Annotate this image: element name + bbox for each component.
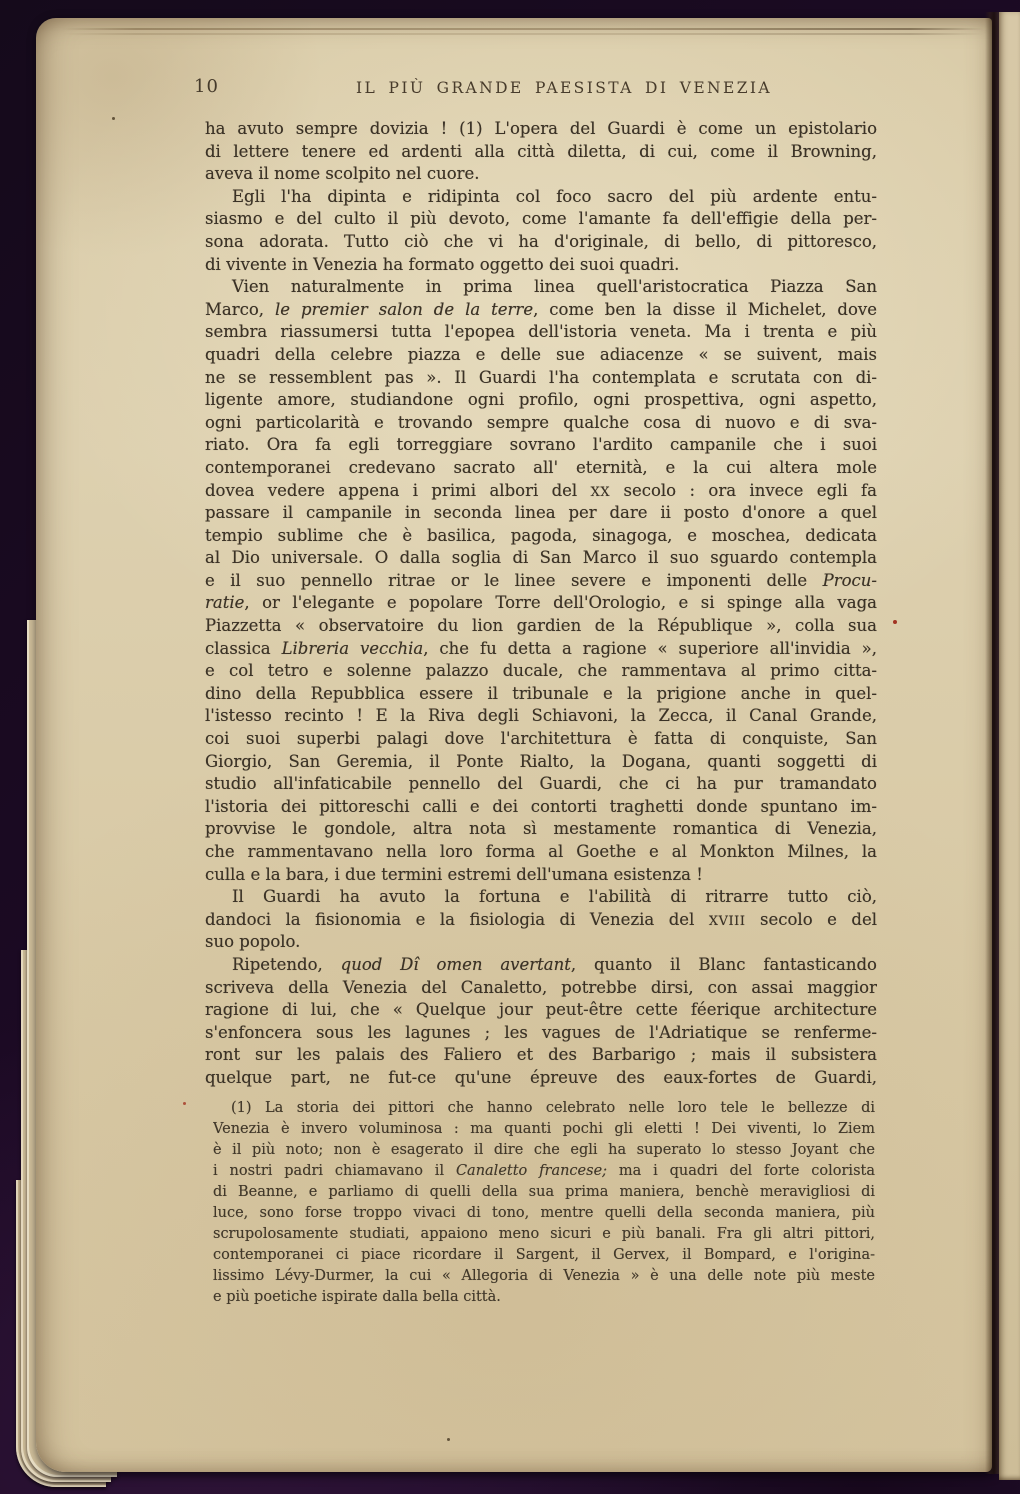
top-crease-line bbox=[62, 33, 984, 35]
text-line: studio all'infaticabile pennello del Guardi, che ci ha pur tramandato bbox=[205, 774, 877, 794]
ink-speck bbox=[112, 117, 115, 120]
text-line: ha avuto sempre dovizia ! (1) L'opera del Guardi è come un epistolario bbox=[205, 119, 877, 138]
text-line: ne se ressemblent pas ». Il Guardi l'ha contemplata e scrutata con di- bbox=[205, 367, 877, 387]
text-line: Piazzetta « observatoire du lion gardien de la République », colla sua bbox=[205, 616, 877, 636]
text-line: Egli l'ha dipinta e ridipinta col foco sacro del più ardente entu- bbox=[232, 186, 877, 206]
body-text bbox=[205, 118, 877, 1090]
text-line: e più poetiche ispirate dalla bella città. bbox=[213, 1289, 501, 1305]
text-line: ogni particolarità e trovando sempre qualche cosa di nuovo e di sva- bbox=[205, 412, 877, 432]
page-number: 10 bbox=[194, 76, 219, 97]
text-line: e col tetro e solenne palazzo ducale, che rammentava al primo citta- bbox=[205, 661, 877, 681]
text-line: contemporanei ci piace ricordare il Sargent, il Gervex, il Bompard, e l'origina- bbox=[213, 1247, 875, 1263]
text-line: suo popolo. bbox=[205, 932, 301, 952]
text-line: Marco, le premier salon de la terre, come ben la disse il Michelet, dove bbox=[205, 299, 877, 319]
text-line: che rammentavano nella loro forma al Goethe e al Monkton Milnes, la bbox=[205, 842, 877, 861]
text-line: provvise le gondole, altra nota sì mestamente romantica di Venezia, bbox=[205, 819, 877, 839]
text-line: contemporanei credevano sacrato all' eternità, e la cui altera mole bbox=[205, 457, 877, 477]
text-line: siasmo e del culto il più devoto, come l'amante fa dell'effigie della per- bbox=[205, 209, 877, 229]
next-page-edge bbox=[999, 12, 1020, 1480]
red-speck bbox=[183, 1102, 186, 1105]
text-line: s'enfoncera sous les lagunes ; les vagues de l'Adriatique se renferme- bbox=[205, 1022, 877, 1042]
text-line: sona adorata. Tutto ciò che vi ha d'originale, di bello, di pittoresco, bbox=[205, 231, 877, 251]
text-line: passare il campanile in seconda linea per dare ii posto d'onore a quel bbox=[205, 503, 877, 523]
text-line: tempio sublime che è basilica, pagoda, sinagoga, e moschea, dedicata bbox=[205, 525, 877, 545]
text-line: di Beanne, e parliamo di quelli della sua prima maniera, benchè meravigliosi di bbox=[213, 1184, 875, 1200]
text-line: lissimo Lévy-Durmer, la cui « Allegoria di Venezia » è una delle note più meste bbox=[213, 1268, 875, 1284]
text-line: Giorgio, San Geremia, il Ponte Rialto, la Dogana, quanti soggetti di bbox=[205, 751, 877, 771]
book-page bbox=[36, 18, 992, 1472]
text-line: Ripetendo, quod Dî omen avertant, quanto il Blanc fantasticando bbox=[232, 954, 877, 974]
text-line: al Dio universale. O dalla soglia di San Marco il suo sguardo contempla bbox=[205, 548, 877, 568]
text-line: l'istesso recinto ! E la Riva degli Schiavoni, la Zecca, il Canal Grande, bbox=[205, 706, 877, 726]
text-line: l'istoria dei pittoreschi calli e dei contorti traghetti donde spuntano im- bbox=[205, 796, 877, 816]
ink-speck bbox=[447, 1438, 450, 1441]
top-crease-line bbox=[62, 28, 984, 30]
text-line: scriveva della Venezia del Canaletto, potrebbe dirsi, con assai maggior bbox=[205, 977, 877, 997]
text-line: riato. Ora fa egli torreggiare sovrano l'ardito campanile che i suoi bbox=[205, 435, 877, 455]
text-line: aveva il nome scolpito nel cuore. bbox=[205, 164, 480, 184]
text-line: ratie, or l'elegante e popolare Torre dell'Orologio, e si spinge alla vaga bbox=[205, 593, 877, 613]
text-line: classica Libreria vecchia, che fu detta a ragione « superiore all'invidia », bbox=[205, 638, 877, 658]
text-line: dandoci la fisionomia e la fisiologia di Venezia del XVIII secolo e del bbox=[205, 909, 877, 929]
text-line: i nostri padri chiamavano il Canaletto francese; ma i quadri del forte colorista bbox=[213, 1163, 875, 1179]
text-line: dino della Repubblica essere il tribunale e la prigione anche in quel- bbox=[205, 683, 877, 703]
text-line: (1) La storia dei pittori che hanno celebrato nelle loro tele le bellezze di bbox=[231, 1100, 875, 1116]
text-line: Il Guardi ha avuto la fortuna e l'abilità di ritrarre tutto ciò, bbox=[232, 887, 877, 907]
footnote bbox=[213, 1098, 875, 1308]
page-edge-groove bbox=[985, 12, 999, 1474]
text-line: culla e la bara, i due termini estremi dell'umana esistenza ! bbox=[205, 864, 703, 884]
text-line: coi suoi superbi palagi dove l'architettura è fatta di conquiste, San bbox=[205, 729, 877, 749]
text-line: è il più noto; non è esagerato il dire che egli ha superato lo stesso Joyant che bbox=[213, 1142, 875, 1158]
text-line: quadri della celebre piazza e delle sue adiacenze « se suivent, mais bbox=[205, 344, 877, 364]
red-speck bbox=[893, 620, 897, 624]
text-line: dovea vedere appena i primi albori del XX secolo : ora invece egli fa bbox=[205, 480, 877, 500]
text-line: ligente amore, studiandone ogni profilo, ogni prospettiva, ogni aspetto, bbox=[205, 390, 877, 410]
text-line: quelque part, ne fut-ce qu'une épreuve des eaux-fortes de Guardi, bbox=[205, 1067, 877, 1087]
text-line: di vivente in Venezia ha formato oggetto dei suoi quadri. bbox=[205, 254, 680, 274]
text-line: e il suo pennello ritrae or le linee severe e imponenti delle Procu- bbox=[205, 570, 877, 590]
text-line: ront sur les palais des Faliero et des Barbarigo ; mais il subsistera bbox=[205, 1045, 877, 1065]
text-line: Vien naturalmente in prima linea quell'aristocratica Piazza San bbox=[232, 277, 877, 297]
text-line: sembra riassumersi tutta l'epopea dell'istoria veneta. Ma i trenta e più bbox=[205, 322, 877, 342]
text-line: luce, sono forse troppo vivaci di tono, mentre quelli della seconda maniera, più bbox=[213, 1205, 875, 1221]
running-header: IL PIÙ GRANDE PAESISTA DI VENEZIA bbox=[356, 79, 772, 97]
text-line: Venezia è invero voluminosa : ma quanti pochi gli eletti ! Dei viventi, lo Ziem bbox=[213, 1121, 875, 1137]
text-line: ragione di lui, che « Quelque jour peut-être cette féerique architecture bbox=[205, 1000, 877, 1020]
text-line: di lettere tenere ed ardenti alla città diletta, di cui, come il Browning, bbox=[205, 141, 877, 161]
text-line: scrupolosamente studiati, appaiono meno sicuri e più banali. Fra gli altri pittori, bbox=[213, 1226, 875, 1242]
